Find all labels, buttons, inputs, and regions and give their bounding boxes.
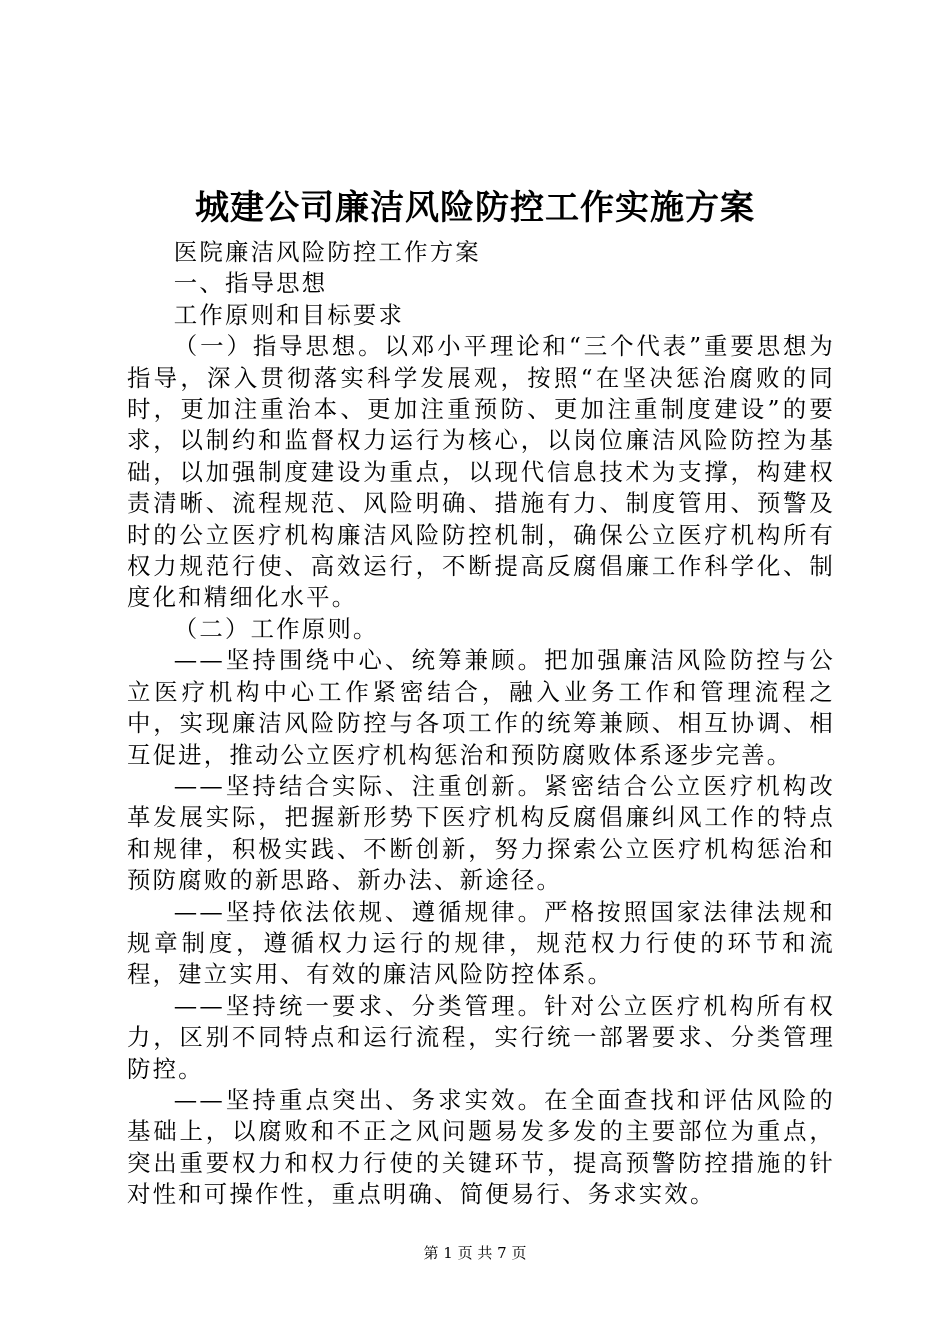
paragraph-section-heading: 一、指导思想: [173, 269, 328, 298]
paragraph-subtitle: 医院廉洁风险防控工作方案: [173, 238, 481, 266]
page-footer: 第 1 页 共 7 页: [423, 1244, 527, 1262]
paragraph-principle-innovation: ——坚持结合实际、注重创新。紧密结合公立医疗机构改革发展实际，把握新形势下医疗机构反腐倡廉纠风工作的特点和规律，积极实践、不断创新，努力探索公立医疗机构惩治和预防腐败的新思路、新办法、新途径。: [127, 771, 835, 895]
paragraph-guiding-thought: （一）指导思想。以邓小平理论和“三个代表”重要思想为指导，深入贯彻落实科学发展观，按照“在坚决惩治腐败的同时，更加注重治本、更加注重预防、更加注重制度建设”的要求，以制约和监督权力运行为核心，以岗位廉洁风险防控为基础，以加强制度建设为重点，以现代信息技术为支撑，构建权责清晰、流程规范、风险明确、措施有力、制度管用、预警及时的公立医疗机构廉洁风险防控机制，确保公立医疗机构所有权力规范行使、高效运行，不断提高反腐倡廉工作科学化、制度化和精细化水平。: [127, 332, 835, 612]
paragraph-principles-heading: 工作原则和目标要求: [173, 300, 405, 329]
document-body: [127, 237, 835, 1211]
paragraph-principle-center: ——坚持围绕中心、统筹兼顾。把加强廉洁风险防控与公立医疗机构中心工作紧密结合，融入业务工作和管理流程之中，实现廉洁风险防控与各项工作的统筹兼顾、相互协调、相互促进，推动公立医疗机构惩治和预防腐败体系逐步完善。: [127, 646, 835, 769]
paragraph-work-principles: （二）工作原则。: [173, 614, 379, 643]
paragraph-principle-law: ——坚持依法依规、遵循规律。严格按照国家法律法规和规章制度，遵循权力运行的规律，规范权力行使的环节和流程，建立实用、有效的廉洁风险防控体系。: [127, 897, 835, 989]
document-title: 城建公司廉洁风险防控工作实施方案: [195, 188, 755, 228]
paragraph-principle-focus: ——坚持重点突出、务求实效。在全面查找和评估风险的基础上，以腐败和不正之风问题易发多发的主要部位为重点，突出重要权力和权力行使的关键环节，提高预警防控措施的针对性和可操作性，重点明确、简便易行、务求实效。: [127, 1085, 835, 1209]
paragraph-principle-classification: ——坚持统一要求、分类管理。针对公立医疗机构所有权力，区别不同特点和运行流程，实行统一部署要求、分类管理防控。: [127, 991, 835, 1083]
